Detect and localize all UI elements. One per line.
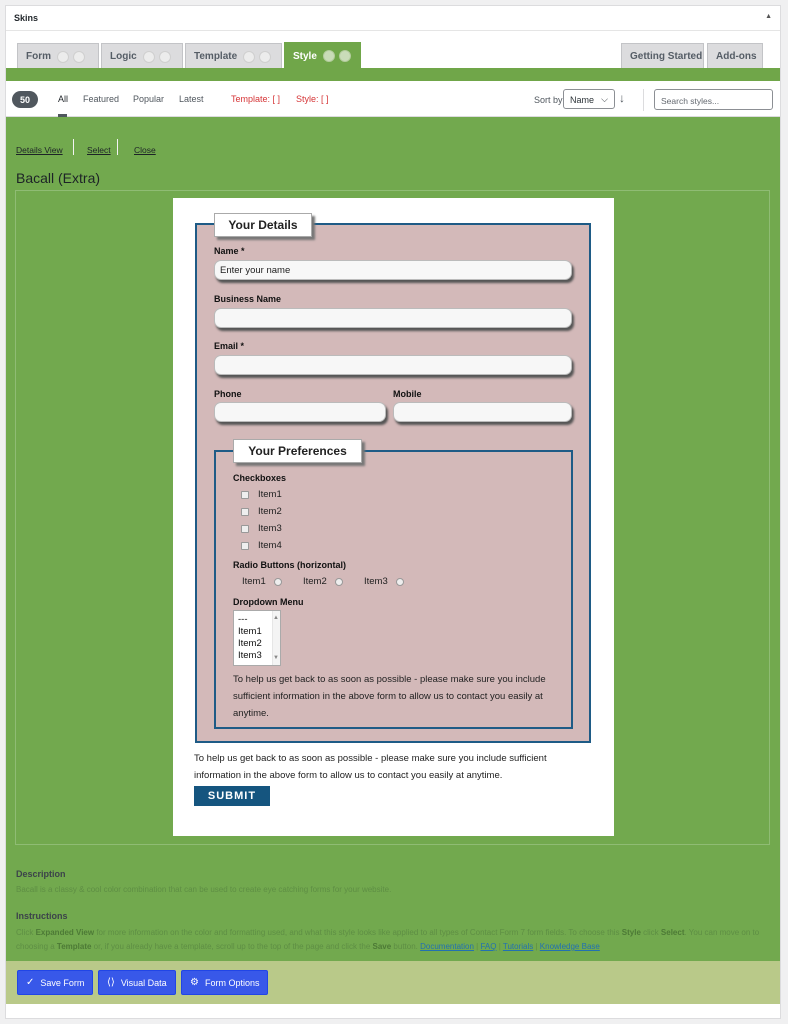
checkbox[interactable]	[241, 542, 249, 550]
instructions-fragment: . You can move on to choosing a	[16, 928, 760, 951]
checkbox-label: Item4	[258, 540, 282, 551]
code-icon: ⟨⟩	[107, 977, 115, 988]
filter-popular[interactable]: Popular	[133, 94, 165, 104]
legend-your-details: Your Details	[214, 213, 312, 237]
submit-button[interactable]: SUBMIT	[194, 786, 270, 806]
checkbox-item1[interactable]	[241, 489, 282, 500]
visual-data-button[interactable]	[98, 970, 176, 995]
business-name-label: Business Name	[214, 294, 282, 304]
instructions-emphasis: Expanded View	[35, 928, 95, 937]
email-input[interactable]	[214, 355, 572, 375]
radio-label: Item3	[364, 576, 388, 587]
checkbox[interactable]	[241, 525, 249, 533]
radio-button[interactable]	[396, 578, 404, 586]
radio-item1[interactable]	[242, 576, 282, 587]
list-option[interactable]: Item1	[238, 626, 262, 637]
gear-icon: ⚙	[190, 977, 199, 988]
close-link[interactable]: Close	[134, 145, 156, 155]
name-input[interactable]: Enter your name	[214, 260, 572, 280]
list-option[interactable]: Item2	[238, 638, 262, 649]
button-label: Save Form	[40, 977, 85, 988]
save-form-button[interactable]	[17, 970, 93, 995]
template-filter[interactable]: Template: [ ]	[231, 94, 281, 104]
tab-logic[interactable]	[101, 43, 183, 69]
arrow-down-icon[interactable]: ↓	[619, 91, 625, 105]
checkbox-label: Item3	[258, 523, 282, 534]
skins-panel	[5, 5, 781, 1019]
tab-label: Getting Started	[630, 51, 703, 62]
list-option[interactable]: Item3	[238, 650, 262, 661]
tab-strip	[6, 68, 780, 81]
sort-value: Name	[570, 95, 595, 105]
instructions-fragment: or, if you already have a template, scroll up to the top of the page and click the	[91, 942, 373, 951]
radio-buttons-label: Radio Buttons (horizontal)	[233, 560, 346, 570]
style-filter[interactable]: Style: [ ]	[296, 94, 329, 104]
radio-item3[interactable]	[364, 576, 404, 587]
tab-template[interactable]	[185, 43, 282, 69]
triangle-up-icon[interactable]: ▲	[765, 13, 772, 20]
phone-input[interactable]	[214, 402, 386, 422]
name-label: Name *	[214, 246, 245, 256]
filter-all[interactable]: All	[58, 94, 69, 104]
button-label: Visual Data	[120, 977, 167, 988]
select-link[interactable]: Select	[87, 145, 111, 155]
triangle-down-icon[interactable]: ▼	[273, 655, 279, 661]
checkbox-label: Item2	[258, 506, 282, 517]
tutorials-link[interactable]: Tutorials	[502, 942, 534, 951]
instructions-fragment: button.	[391, 942, 421, 951]
panel-title: Skins	[14, 13, 39, 23]
list-option[interactable]: ---	[238, 614, 248, 625]
tab-label: Logic	[110, 51, 137, 62]
tab-label: Form	[26, 51, 51, 62]
tab-bar	[6, 42, 780, 68]
footer-toolbar	[6, 961, 780, 1004]
sort-by-label: Sort by	[534, 95, 563, 105]
help-icon[interactable]	[259, 51, 271, 63]
count-badge: 50	[12, 91, 38, 108]
phone-label: Phone	[214, 389, 242, 399]
tab-label: Template	[194, 51, 238, 62]
button-label: Form Options	[204, 977, 260, 988]
search-input[interactable]: Search styles...	[654, 89, 773, 110]
checkbox[interactable]	[241, 508, 249, 516]
chevron-down-icon: ⌵	[601, 94, 608, 104]
tab-style[interactable]	[284, 42, 361, 69]
business-name-input[interactable]	[214, 308, 572, 328]
filter-bar	[6, 81, 780, 117]
divider	[643, 89, 644, 111]
help-icon[interactable]	[143, 51, 155, 63]
tab-getting-started[interactable]	[621, 43, 704, 69]
checkboxes-label: Checkboxes	[233, 473, 287, 483]
help-icon[interactable]	[243, 51, 255, 63]
divider	[73, 139, 74, 155]
radio-label: Item2	[303, 576, 327, 587]
tab-label: Style	[293, 50, 317, 62]
checkbox[interactable]	[241, 491, 249, 499]
skin-title: Bacall (Extra)	[16, 170, 101, 186]
details-links	[16, 145, 156, 155]
dropdown-listbox[interactable]	[233, 610, 281, 666]
sort-select[interactable]	[563, 89, 615, 109]
form-options-button[interactable]	[181, 970, 268, 995]
knowledge-base-link[interactable]: Knowledge Base	[539, 942, 600, 951]
instructions-emphasis: Template	[56, 942, 92, 951]
inner-help-text: To help us get back to as soon as possible - please make sure you include sufficient information in the above form to allow us to contact you easily at anytime.	[233, 674, 546, 719]
outer-help-text: To help us get back to as soon as possible - please make sure you include sufficient information in the above form to allow us to contact you easily at anytime.	[194, 753, 547, 781]
divider	[117, 139, 118, 155]
instructions-fragment: for more information on the color and formatting used, and what this style looks like applied to all types of Contact Form 7 form fields. To choose this	[94, 928, 622, 937]
faq-link[interactable]: FAQ	[480, 942, 497, 951]
tab-label: Add-ons	[716, 51, 757, 62]
radio-button[interactable]	[274, 578, 282, 586]
tab-form[interactable]	[17, 43, 99, 69]
instructions-emphasis: Select	[660, 928, 685, 937]
description-heading: Description	[16, 869, 66, 879]
checkbox-item2[interactable]	[241, 506, 282, 517]
mobile-label: Mobile	[393, 389, 422, 399]
checkmark-icon: ✓	[26, 977, 35, 988]
style-details-area	[6, 117, 780, 961]
mobile-input[interactable]	[393, 402, 572, 422]
help-icon[interactable]	[159, 51, 171, 63]
fieldset-your-details	[195, 218, 591, 743]
checkbox-item3[interactable]	[241, 523, 282, 534]
checkbox-item4[interactable]	[241, 540, 282, 551]
filter-latest[interactable]: Latest	[179, 94, 204, 104]
help-icon[interactable]	[73, 51, 85, 63]
filter-featured[interactable]: Featured	[83, 94, 120, 104]
fieldset-your-preferences	[214, 444, 573, 729]
help-icon[interactable]	[339, 50, 351, 62]
documentation-link[interactable]: Documentation	[420, 942, 474, 951]
email-label: Email *	[214, 341, 245, 351]
dropdown-menu-label: Dropdown Menu	[233, 597, 304, 607]
details-view-link[interactable]: Details View	[16, 145, 63, 155]
help-icon[interactable]	[57, 51, 69, 63]
description-text: Bacall is a classy & cool color combination that can be used to create eye catching forms for your website.	[16, 885, 392, 894]
radio-item2[interactable]	[303, 576, 343, 587]
instructions-fragment: click	[640, 928, 661, 937]
radio-button[interactable]	[335, 578, 343, 586]
instructions-fragment: Click	[16, 928, 36, 937]
help-icon[interactable]	[323, 50, 335, 62]
instructions-heading: Instructions	[16, 911, 68, 921]
checkbox-label: Item1	[258, 489, 282, 500]
instructions-emphasis: Save	[372, 942, 392, 951]
form-preview	[173, 198, 614, 836]
radio-label: Item1	[242, 576, 266, 587]
tab-add-ons[interactable]	[707, 43, 763, 69]
instructions-emphasis: Style	[621, 928, 641, 937]
legend-your-preferences: Your Preferences	[233, 439, 362, 463]
instructions-text: Click Expanded View for more information on the color and formatting used, and what this style looks like applied to all types of Contact Form 7 form fields. To choose this Style click Select. You can move on to choosing a Template or, if you already have a template, scroll up to the top of the page and click the Save button. Documentation | FAQ | Tutorials | Knowledge Base	[16, 928, 760, 951]
triangle-up-icon[interactable]: ▲	[273, 615, 279, 621]
panel-header[interactable]	[6, 6, 780, 31]
